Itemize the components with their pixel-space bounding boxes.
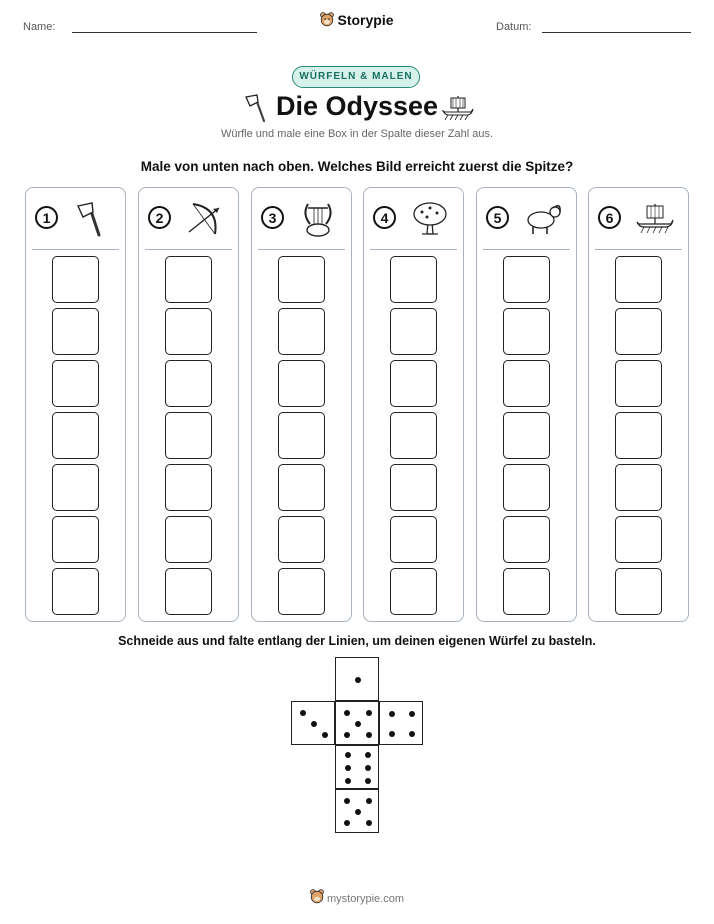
- storypie-bear-icon: [310, 889, 324, 905]
- dice-face-5: [335, 701, 379, 745]
- color-box[interactable]: [503, 256, 550, 303]
- pip: [344, 732, 350, 738]
- color-box[interactable]: [390, 256, 437, 303]
- pip: [365, 752, 371, 758]
- pip: [345, 752, 351, 758]
- pip: [344, 798, 350, 804]
- pip: [409, 711, 415, 717]
- color-box[interactable]: [503, 308, 550, 355]
- date-label: Datum:: [496, 21, 532, 33]
- instruction-text: Male von unten nach oben. Welches Bild erreicht zuerst die Spitze?: [140, 159, 574, 174]
- pip: [365, 765, 371, 771]
- axe-icon: [72, 200, 112, 238]
- dice-face-6: [335, 745, 379, 789]
- bow-and-arrow-icon: [185, 200, 225, 238]
- pip: [409, 731, 415, 737]
- ship-icon: [441, 93, 475, 123]
- color-box[interactable]: [390, 308, 437, 355]
- column-divider: [595, 249, 682, 250]
- dice-face-5: [335, 789, 379, 833]
- color-box[interactable]: [278, 308, 325, 355]
- column-header: [26, 188, 125, 252]
- color-box[interactable]: [52, 360, 99, 407]
- color-box[interactable]: [165, 568, 212, 615]
- dice-face-3: [291, 701, 335, 745]
- color-box[interactable]: [165, 256, 212, 303]
- pip: [345, 778, 351, 784]
- column-number: 3: [261, 206, 284, 229]
- column-divider: [483, 249, 570, 250]
- color-box[interactable]: [390, 412, 437, 459]
- subtitle: Würfle und male eine Box in der Spalte dieser Zahl aus.: [220, 128, 494, 140]
- column-number: 2: [148, 206, 171, 229]
- footer: [0, 889, 714, 905]
- column-header: [477, 188, 576, 252]
- column-divider: [145, 249, 232, 250]
- pip: [355, 809, 361, 815]
- column-2: [138, 187, 239, 622]
- column-header: [139, 188, 238, 252]
- color-box[interactable]: [278, 464, 325, 511]
- color-box[interactable]: [615, 412, 662, 459]
- pip: [366, 798, 372, 804]
- pip: [345, 765, 351, 771]
- color-box[interactable]: [52, 412, 99, 459]
- greek-ship-icon: [635, 200, 675, 238]
- color-box[interactable]: [390, 516, 437, 563]
- color-box[interactable]: [390, 464, 437, 511]
- cut-instruction: Schneide aus und falte entlang der Linien, um deinen eigenen Würfel zu basteln.: [118, 634, 596, 648]
- color-box[interactable]: [165, 516, 212, 563]
- color-box[interactable]: [615, 360, 662, 407]
- column-5: [476, 187, 577, 622]
- color-box[interactable]: [52, 568, 99, 615]
- column-header: [364, 188, 463, 252]
- column-number: 6: [598, 206, 621, 229]
- column-divider: [32, 249, 119, 250]
- pip: [389, 731, 395, 737]
- color-box[interactable]: [52, 308, 99, 355]
- pip: [300, 710, 306, 716]
- footer-url: mystorypie.com: [326, 893, 405, 905]
- pip: [389, 711, 395, 717]
- pip: [366, 820, 372, 826]
- column-number: 4: [373, 206, 396, 229]
- activity-badge: WÜRFELN & MALEN: [292, 66, 420, 88]
- column-1: [25, 187, 126, 622]
- dice-face-4: [379, 701, 423, 745]
- name-line[interactable]: [72, 32, 257, 33]
- pip: [365, 778, 371, 784]
- color-box[interactable]: [503, 412, 550, 459]
- ram-icon: [523, 200, 563, 238]
- pip: [344, 820, 350, 826]
- column-number: 5: [486, 206, 509, 229]
- color-box[interactable]: [278, 360, 325, 407]
- pip: [366, 732, 372, 738]
- color-box[interactable]: [165, 360, 212, 407]
- olive-tree-icon: [410, 200, 450, 238]
- pip: [344, 710, 350, 716]
- color-box[interactable]: [278, 256, 325, 303]
- lyre-icon: [298, 200, 338, 238]
- brand-logo: [0, 12, 714, 28]
- column-3: [251, 187, 352, 622]
- pip: [355, 677, 361, 683]
- color-box[interactable]: [503, 516, 550, 563]
- column-header: [252, 188, 351, 252]
- color-box[interactable]: [390, 568, 437, 615]
- name-label: Name:: [23, 21, 56, 33]
- column-divider: [370, 249, 457, 250]
- color-box[interactable]: [165, 308, 212, 355]
- column-number: 1: [35, 206, 58, 229]
- color-box[interactable]: [52, 464, 99, 511]
- color-box[interactable]: [615, 464, 662, 511]
- color-box[interactable]: [615, 308, 662, 355]
- dice-face-1: [335, 657, 379, 701]
- storypie-bear-icon: [320, 12, 334, 28]
- pip: [311, 721, 317, 727]
- color-box[interactable]: [165, 412, 212, 459]
- brand-name: Storypie: [337, 12, 394, 28]
- color-box[interactable]: [52, 516, 99, 563]
- color-box[interactable]: [615, 568, 662, 615]
- column-header: [589, 188, 688, 252]
- date-line[interactable]: [542, 32, 691, 33]
- color-box[interactable]: [615, 516, 662, 563]
- pip: [355, 721, 361, 727]
- pip: [322, 732, 328, 738]
- color-box[interactable]: [52, 256, 99, 303]
- color-box[interactable]: [615, 256, 662, 303]
- page-title: Die Odyssee: [275, 91, 439, 121]
- color-box[interactable]: [390, 360, 437, 407]
- color-box[interactable]: [165, 464, 212, 511]
- color-box[interactable]: [503, 568, 550, 615]
- color-box[interactable]: [503, 464, 550, 511]
- column-4: [363, 187, 464, 622]
- color-box[interactable]: [278, 412, 325, 459]
- pip: [366, 710, 372, 716]
- color-box[interactable]: [278, 516, 325, 563]
- color-box[interactable]: [503, 360, 550, 407]
- column-6: [588, 187, 689, 622]
- column-divider: [258, 249, 345, 250]
- color-box[interactable]: [278, 568, 325, 615]
